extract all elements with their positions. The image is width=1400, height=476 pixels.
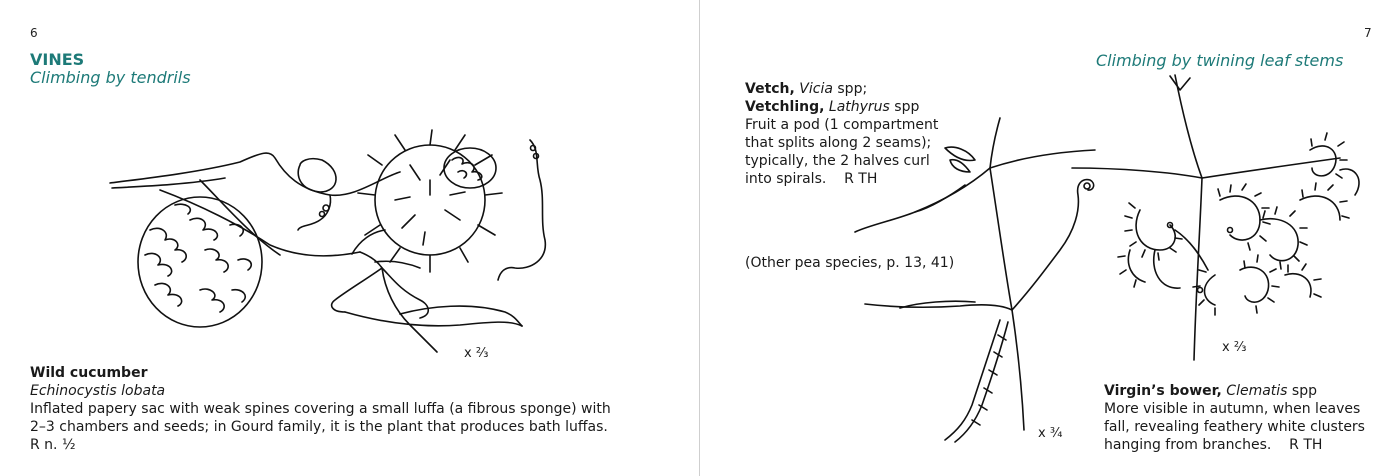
section-title: VINES — [30, 50, 85, 69]
section-subtitle: Climbing by twining leaf stems — [1096, 51, 1344, 70]
description-line: 2–3 chambers and seeds; in Gourd family, it is the plant that produces bath luffas. — [30, 419, 608, 435]
left-page — [0, 0, 699, 476]
clematis-latin: Clematis — [1226, 383, 1288, 399]
vetchling-name: Vetchling, — [745, 99, 825, 115]
scale-label: x ⅔ — [464, 346, 489, 361]
vetch-description-line: into spirals. R TH — [745, 171, 878, 187]
range-code: R n. ½ — [30, 437, 76, 453]
vetchling-suffix: spp — [894, 99, 920, 115]
vetch-suffix: spp; — [837, 81, 868, 97]
clematis-description-line: hanging from branches. R TH — [1104, 437, 1323, 453]
vetchling-latin: Lathyrus — [828, 99, 890, 115]
clematis-name: Virgin’s bower, — [1104, 383, 1222, 399]
vetch-scale-label: x ¾ — [1038, 426, 1063, 441]
vetch-description-line: Fruit a pod (1 compartment — [745, 117, 939, 133]
description-line: Inflated papery sac with weak spines covering a small luffa (a fibrous sponge) with — [30, 401, 611, 417]
cross-reference: (Other pea species, p. 13, 41) — [745, 255, 955, 271]
clematis-scale-label: x ⅔ — [1222, 340, 1247, 355]
section-subtitle: Climbing by tendrils — [30, 68, 191, 87]
vetch-description-line: that splits along 2 seams); — [745, 135, 932, 151]
right-page — [700, 0, 1400, 476]
species-common-name: Wild cucumber — [30, 365, 148, 381]
vetch-description-line: typically, the 2 halves curl — [745, 153, 930, 169]
clematis-heading — [1104, 382, 1317, 400]
page-number: 6 — [30, 26, 38, 40]
page-number: 7 — [1364, 26, 1372, 40]
clematis-description-line: More visible in autumn, when leaves — [1104, 401, 1361, 417]
clematis-suffix: spp — [1291, 383, 1317, 399]
vetch-latin: Vicia — [799, 81, 833, 97]
vetch-name: Vetch, — [745, 81, 795, 97]
species-latin-name: Echinocystis lobata — [30, 383, 166, 399]
clematis-description-line: fall, revealing feathery white clusters — [1104, 419, 1365, 435]
